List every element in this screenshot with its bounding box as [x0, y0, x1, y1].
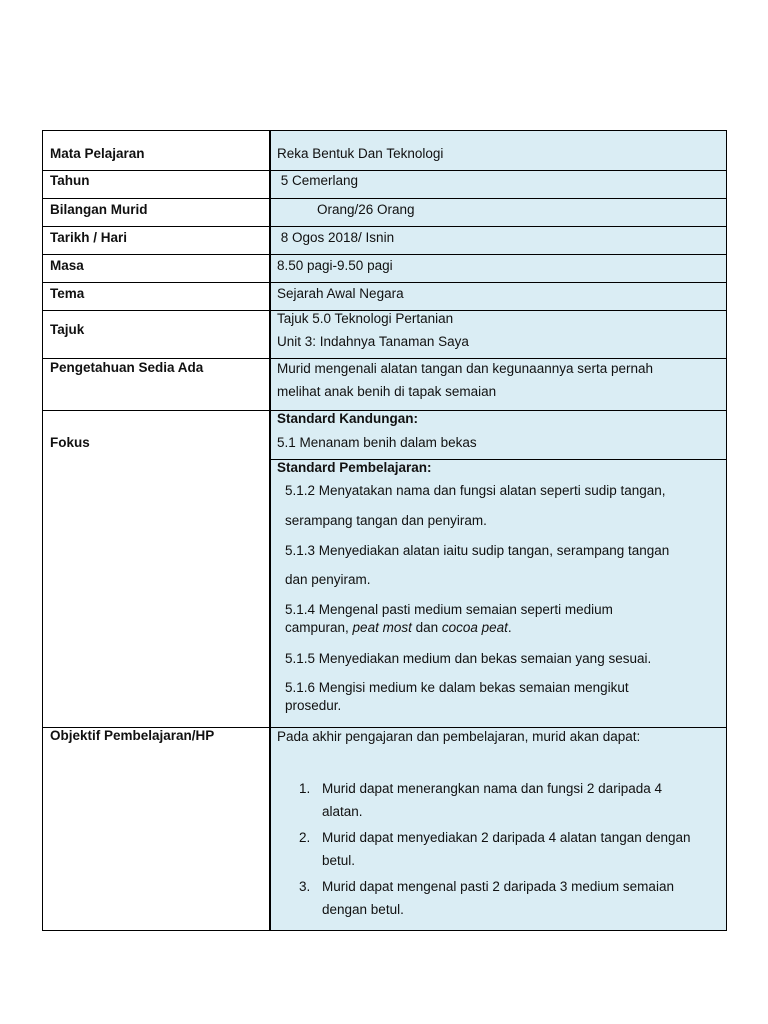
objektif-item-1-line2: alatan.	[322, 804, 363, 819]
row-label-cell	[43, 171, 269, 199]
sp-512-line2: serampang tangan dan penyiram.	[285, 513, 487, 528]
sp-514-text: dan	[411, 620, 442, 635]
row-label-cell	[43, 255, 269, 283]
sp-513-line1: 5.1.3 Menyediakan alatan iaitu sudip tangan, serampang tangan	[285, 543, 670, 558]
label-tema: Tema	[50, 286, 85, 301]
standard-pembelajaran-cell	[271, 460, 726, 728]
value-cell	[271, 131, 726, 171]
sp-514-text: .	[507, 620, 512, 635]
row-label-cell	[43, 283, 269, 311]
objektif-intro: Pada akhir pengajaran dan pembelajaran, murid akan dapat:	[277, 729, 641, 744]
value-tarikh-hari: 8 Ogos 2018/ Isnin	[277, 230, 395, 245]
row-label-cell	[43, 411, 269, 728]
label-tahun: Tahun	[50, 173, 90, 188]
value-pengetahuan-line2: melihat anak benih di tapak semaian	[277, 384, 497, 399]
value-cell	[271, 171, 726, 199]
sp-513-line2: dan penyiram.	[285, 572, 371, 587]
value-cell	[271, 359, 726, 411]
objektif-item-number: 1.	[299, 781, 311, 796]
row-label-cell	[43, 227, 269, 255]
value-bilangan-murid: Orang/26 Orang	[317, 202, 415, 217]
label-masa: Masa	[50, 258, 84, 273]
value-cell	[271, 255, 726, 283]
value-tahun: 5 Cemerlang	[277, 173, 359, 188]
value-tajuk-line1: Tajuk 5.0 Teknologi Pertanian	[277, 311, 454, 326]
sp-516-line2: prosedur.	[285, 698, 342, 713]
value-cell	[271, 283, 726, 311]
sp-514-text: campuran,	[285, 620, 353, 635]
row-label-cell	[43, 311, 269, 359]
row-label-cell	[43, 359, 269, 411]
objektif-item-3-line2: dengan betul.	[322, 902, 404, 917]
standard-kandungan-cell	[271, 411, 726, 460]
label-mata-pelajaran: Mata Pelajaran	[50, 146, 145, 161]
value-masa: 8.50 pagi-9.50 pagi	[277, 258, 393, 273]
objektif-item-1-line1: Murid dapat menerangkan nama dan fungsi 2 daripada 4	[322, 781, 662, 796]
sp-514-line2	[285, 620, 512, 635]
value-cell	[271, 199, 726, 227]
objektif-item-number: 3.	[299, 879, 311, 894]
label-tarikh-hari: Tarikh / Hari	[50, 230, 128, 245]
sp-514-peat-most: peat most	[352, 620, 412, 635]
value-cell	[271, 311, 726, 359]
sp-512-line1: 5.1.2 Menyatakan nama dan fungsi alatan seperti sudip tangan,	[285, 483, 666, 498]
row-label-cell	[43, 728, 269, 932]
standard-kandungan-text: 5.1 Menanam benih dalam bekas	[277, 435, 477, 450]
label-pengetahuan: Pengetahuan Sedia Ada	[50, 360, 204, 375]
sp-515: 5.1.5 Menyediakan medium dan bekas semaian yang sesuai.	[285, 651, 652, 666]
sp-514-line1: 5.1.4 Mengenal pasti medium semaian seperti medium	[285, 602, 613, 617]
sp-516-line1: 5.1.6 Mengisi medium ke dalam bekas semaian mengikut	[285, 680, 629, 695]
objektif-item-3-line1: Murid dapat mengenal pasti 2 daripada 3 medium semaian	[322, 879, 674, 894]
row-label-cell	[43, 131, 269, 171]
sp-514-cocoa-peat: cocoa peat	[441, 620, 508, 635]
objektif-item-2-line2: betul.	[322, 853, 356, 868]
objektif-item-number: 2.	[299, 830, 311, 845]
label-objektif: Objektif Pembelajaran/HP	[50, 728, 215, 743]
label-tajuk: Tajuk	[50, 322, 85, 337]
objektif-item-2-line1: Murid dapat menyediakan 2 daripada 4 alatan tangan dengan	[322, 830, 691, 845]
lesson-plan-table	[42, 130, 727, 931]
value-cell	[271, 227, 726, 255]
value-pengetahuan-line1: Murid mengenali alatan tangan dan kegunaannya serta pernah	[277, 361, 654, 376]
label-fokus: Fokus	[50, 435, 90, 450]
label-bilangan-murid: Bilangan Murid	[50, 202, 148, 217]
value-tema: Sejarah Awal Negara	[277, 286, 404, 301]
standard-kandungan-heading: Standard Kandungan:	[277, 411, 418, 426]
standard-pembelajaran-heading: Standard Pembelajaran:	[277, 460, 432, 475]
value-tajuk-line2: Unit 3: Indahnya Tanaman Saya	[277, 334, 469, 349]
value-mata-pelajaran: Reka Bentuk Dan Teknologi	[277, 146, 444, 161]
objektif-cell	[271, 728, 726, 930]
row-label-cell	[43, 199, 269, 227]
